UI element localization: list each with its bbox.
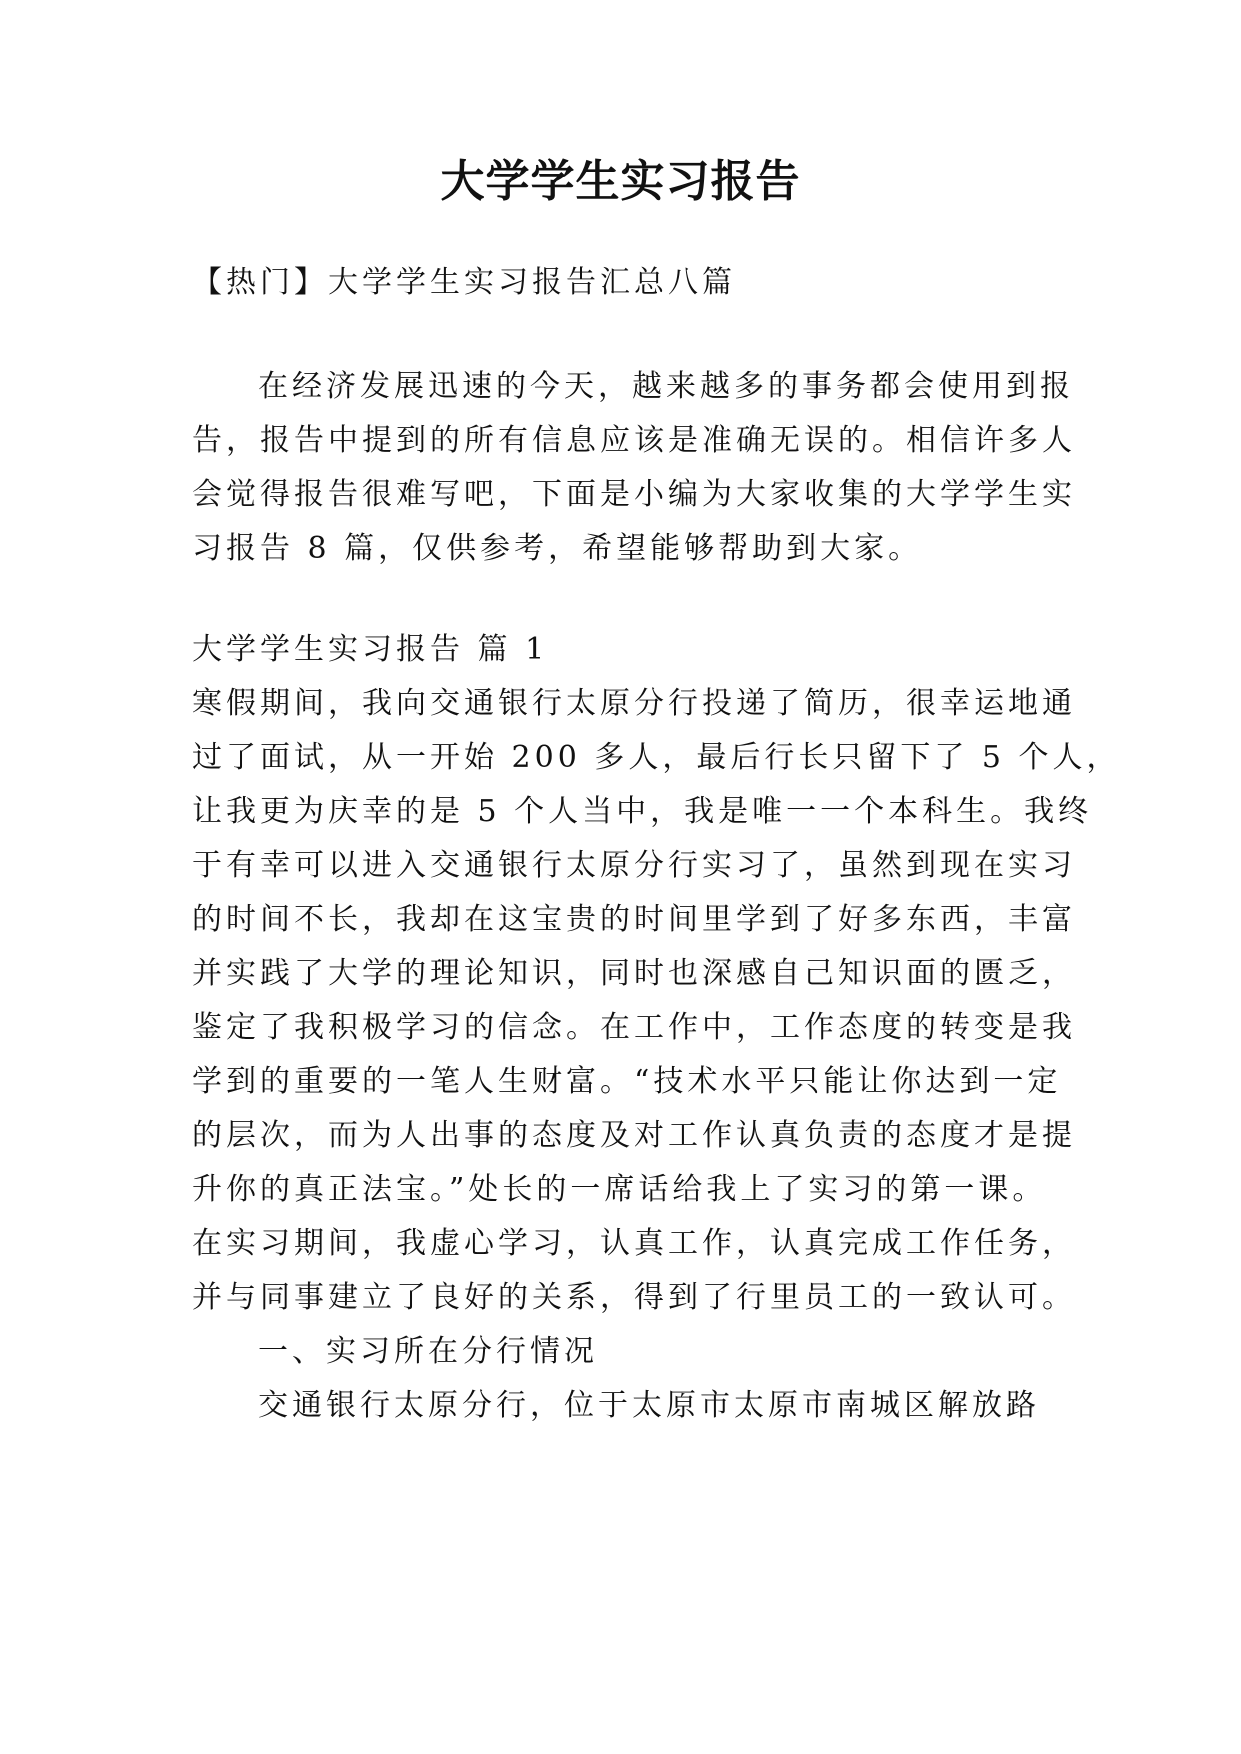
document-subtitle: 【热门】大学学生实习报告汇总八篇: [192, 265, 736, 300]
intro-line: 会觉得报告很难写吧，下面是小编为大家收集的大学学生实: [192, 477, 1076, 512]
body-line: 并与同事建立了良好的关系，得到了行里员工的一致认可。: [192, 1280, 1076, 1315]
intro-line: 告，报告中提到的所有信息应该是准确无误的。相信许多人: [192, 423, 1076, 458]
body-line: 学到的重要的一笔人生财富。“技术水平只能让你达到一定: [192, 1064, 1062, 1099]
body-line: 的层次，而为人出事的态度及对工作认真负责的态度才是提: [192, 1118, 1076, 1153]
intro-line: 习报告 8 篇，仅供参考，希望能够帮助到大家。: [192, 531, 923, 566]
body-line: 升你的真正法宝。”处长的一席话给我上了实习的第一课。: [192, 1172, 1047, 1207]
body-line: 过了面试，从一开始 200 多人，最后行长只留下了 5 个人，: [192, 740, 1121, 775]
body-line: 并实践了大学的理论知识，同时也深感自己知识面的匮乏，: [192, 956, 1076, 991]
body-line: 的时间不长，我却在这宝贵的时间里学到了好多东西，丰富: [192, 902, 1076, 937]
body-line: 鉴定了我积极学习的信念。在工作中，工作态度的转变是我: [192, 1010, 1076, 1045]
body-line: 在实习期间，我虚心学习，认真工作，认真完成工作任务，: [192, 1226, 1076, 1261]
body-line: 让我更为庆幸的是 5 个人当中，我是唯一一个本科生。我终: [192, 794, 1093, 829]
subheading: 一、实习所在分行情况: [258, 1334, 598, 1369]
intro-line: 在经济发展迅速的今天，越来越多的事务都会使用到报: [258, 369, 1074, 404]
document-title: 大学学生实习报告: [440, 156, 801, 207]
section-heading: 大学学生实习报告 篇 1: [192, 632, 549, 667]
body-line: 寒假期间，我向交通银行太原分行投递了简历，很幸运地通: [192, 686, 1076, 721]
body-line: 于有幸可以进入交通银行太原分行实习了，虽然到现在实习: [192, 848, 1076, 883]
body-line: 交通银行太原分行，位于太原市太原市南城区解放路: [258, 1388, 1040, 1423]
